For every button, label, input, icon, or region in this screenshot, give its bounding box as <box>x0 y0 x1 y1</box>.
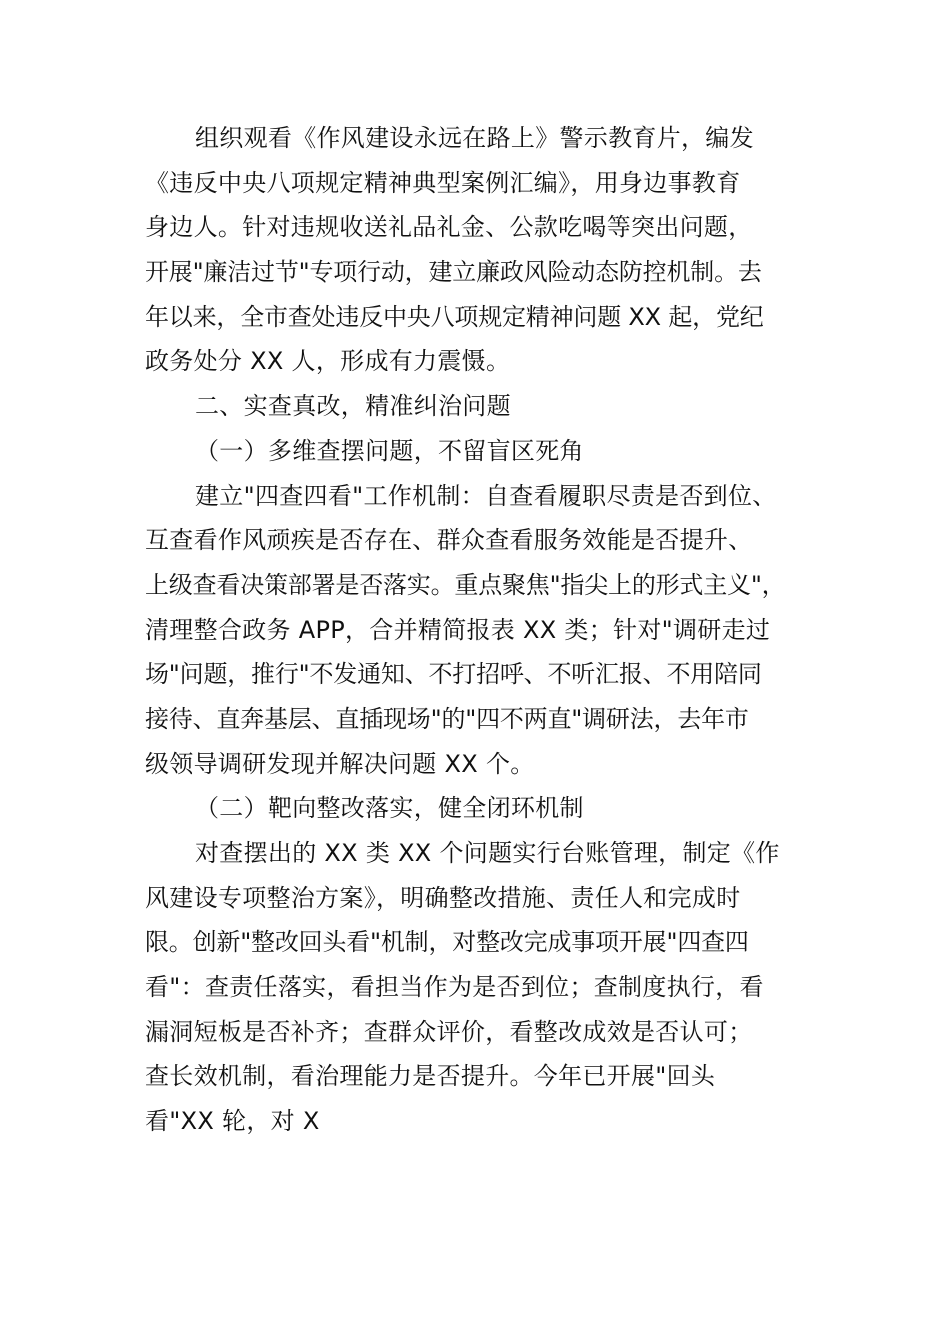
paragraph-3-line-1: 对查摆出的 XX 类 XX 个问题实行台账管理，制定《作 <box>195 839 780 867</box>
paragraph-3-line-5: 漏洞短板是否补齐；查群众评价，看整改成效是否认可； <box>145 1017 753 1046</box>
paragraph-2-line-4: 清理整合政务 APP，合并精简报表 XX 类；针对"调研走过 <box>145 615 771 644</box>
paragraph-1-line-2: 《违反中央八项规定精神典型案例汇编》，用身边事教育 <box>145 168 741 197</box>
paragraph-2-line-6: 接待、直奔基层、直插现场"的"四不两直"调研法，去年市 <box>145 704 749 733</box>
section-heading-2: 二、实查真改，精准纠治问题 <box>195 392 511 421</box>
paragraph-1-line-4: 开展"廉洁过节"专项行动，建立廉政风险动态防控机制。去 <box>145 258 762 287</box>
subsection-heading-2: （二）靶向整改落实，健全闭环机制 <box>195 794 584 823</box>
document-body <box>145 116 805 1144</box>
paragraph-1-line-3: 身边人。针对违规收送礼品礼金、公款吃喝等突出问题， <box>145 213 753 242</box>
paragraph-3-line-6: 查长效机制，看治理能力是否提升。今年已开展"回头 <box>145 1062 716 1091</box>
paragraph-3-line-3: 限。创新"整改回头看"机制，对整改完成事项开展"四查四 <box>145 928 749 957</box>
paragraph-1-line-6: 政务处分 XX 人，形成有力震慑。 <box>145 347 511 376</box>
paragraph-3-line-2: 风建设专项整治方案》，明确整改措施、责任人和完成时 <box>145 883 741 912</box>
paragraph-1-line-1: 组织观看《作风建设永远在路上》警示教育片，编发 <box>195 124 754 152</box>
paragraph-2-line-3: 上级查看决策部署是否落实。重点聚焦"指尖上的形式主义"， <box>145 570 786 599</box>
paragraph-2-line-2: 互查看作风顽疾是否存在、群众查看服务效能是否提升、 <box>145 526 753 555</box>
subsection-heading-1: （一）多维查摆问题，不留盲区死角 <box>195 436 584 465</box>
paragraph-1-line-5: 年以来，全市查处违反中央八项规定精神问题 XX 起，党纪 <box>145 302 764 331</box>
paragraph-3-line-7: 看"XX 轮，对 X <box>145 1107 320 1136</box>
paragraph-2-line-5: 场"问题，推行"不发通知、不打招呼、不听汇报、不用陪同 <box>145 660 762 689</box>
paragraph-2-line-1: 建立"四查四看"工作机制：自查看履职尽责是否到位、 <box>195 481 777 510</box>
paragraph-2-line-7: 级领导调研发现并解决问题 XX 个。 <box>145 749 535 778</box>
paragraph-3-line-4: 看"：查责任落实，看担当作为是否到位；查制度执行，看 <box>145 973 764 1002</box>
